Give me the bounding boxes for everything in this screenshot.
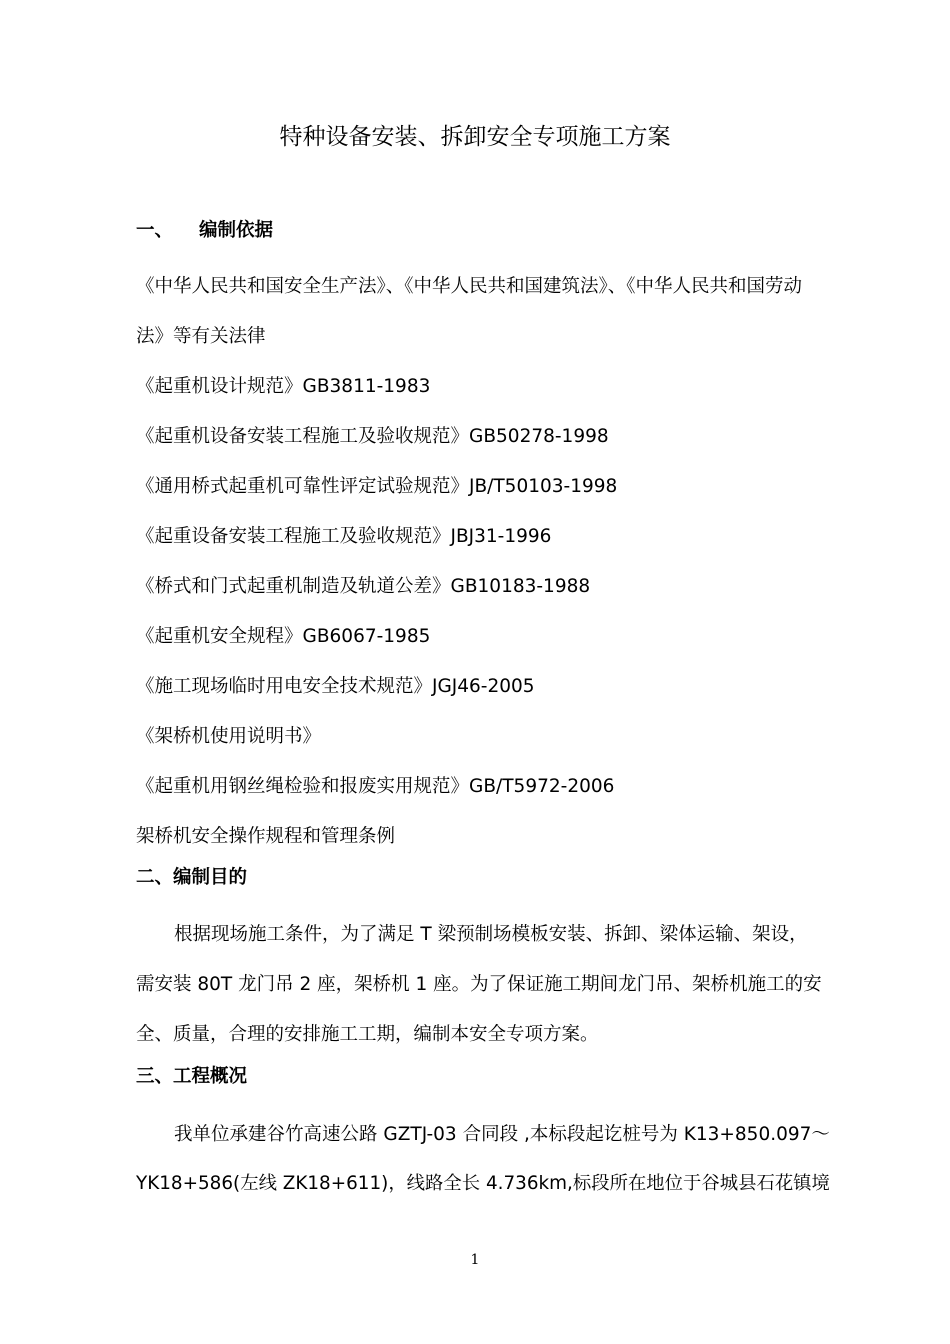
- reference-item: 《起重设备安装工程施工及验收规范》JBJ31-1996: [136, 526, 552, 547]
- reference-item: 《起重机安全规程》GB6067-1985: [136, 626, 431, 647]
- reference-item: 《起重机设备安装工程施工及验收规范》GB50278-1998: [136, 426, 609, 447]
- basis-line-2: 法》等有关法律: [136, 326, 266, 347]
- section-1-heading: [136, 216, 273, 242]
- document-title: 特种设备安装、拆卸安全专项施工方案: [279, 124, 671, 150]
- reference-item: 《架桥机使用说明书》: [136, 726, 322, 747]
- reference-item: 《桥式和门式起重机制造及轨道公差》GB10183-1988: [136, 576, 591, 597]
- section-1-number: 一、: [136, 220, 174, 241]
- basis-line-1: 《中华人民共和国安全生产法》、《中华人民共和国建筑法》、《中华人民共和国劳动: [136, 276, 803, 297]
- purpose-line-3: 全、质量，合理的安排施工工期，编制本安全专项方案。: [136, 1024, 599, 1045]
- reference-item: 《通用桥式起重机可靠性评定试验规范》JB/T50103-1998: [136, 476, 618, 497]
- page-number: 1: [470, 1252, 480, 1268]
- section-1-title: 编制依据: [199, 220, 274, 241]
- purpose-line-1: 根据现场施工条件，为了满足 T 梁预制场模板安装、拆卸、梁体运输、架设，: [174, 924, 808, 945]
- section-2-heading: 二、编制目的: [136, 867, 248, 888]
- overview-line-1: 我单位承建谷竹高速公路 GZTJ-03 合同段 ,本标段起讫桩号为 K13+850.097～: [174, 1124, 830, 1145]
- reference-item: 架桥机安全操作规程和管理条例: [136, 826, 396, 847]
- reference-item: 《起重机设计规范》GB3811-1983: [136, 376, 431, 397]
- reference-item: 《起重机用钢丝绳检验和报废实用规范》GB/T5972-2006: [136, 776, 615, 797]
- purpose-line-2: 需安装 80T 龙门吊 2 座，架桥机 1 座。为了保证施工期间龙门吊、架桥机施工的安: [136, 974, 822, 995]
- reference-item: 《施工现场临时用电安全技术规范》JGJ46-2005: [136, 676, 535, 697]
- section-3-heading: 三、工程概况: [136, 1066, 248, 1087]
- overview-line-2: YK18+586(左线 ZK18+611)，线路全长 4.736km,标段所在地位于谷城县石花镇境: [136, 1173, 830, 1194]
